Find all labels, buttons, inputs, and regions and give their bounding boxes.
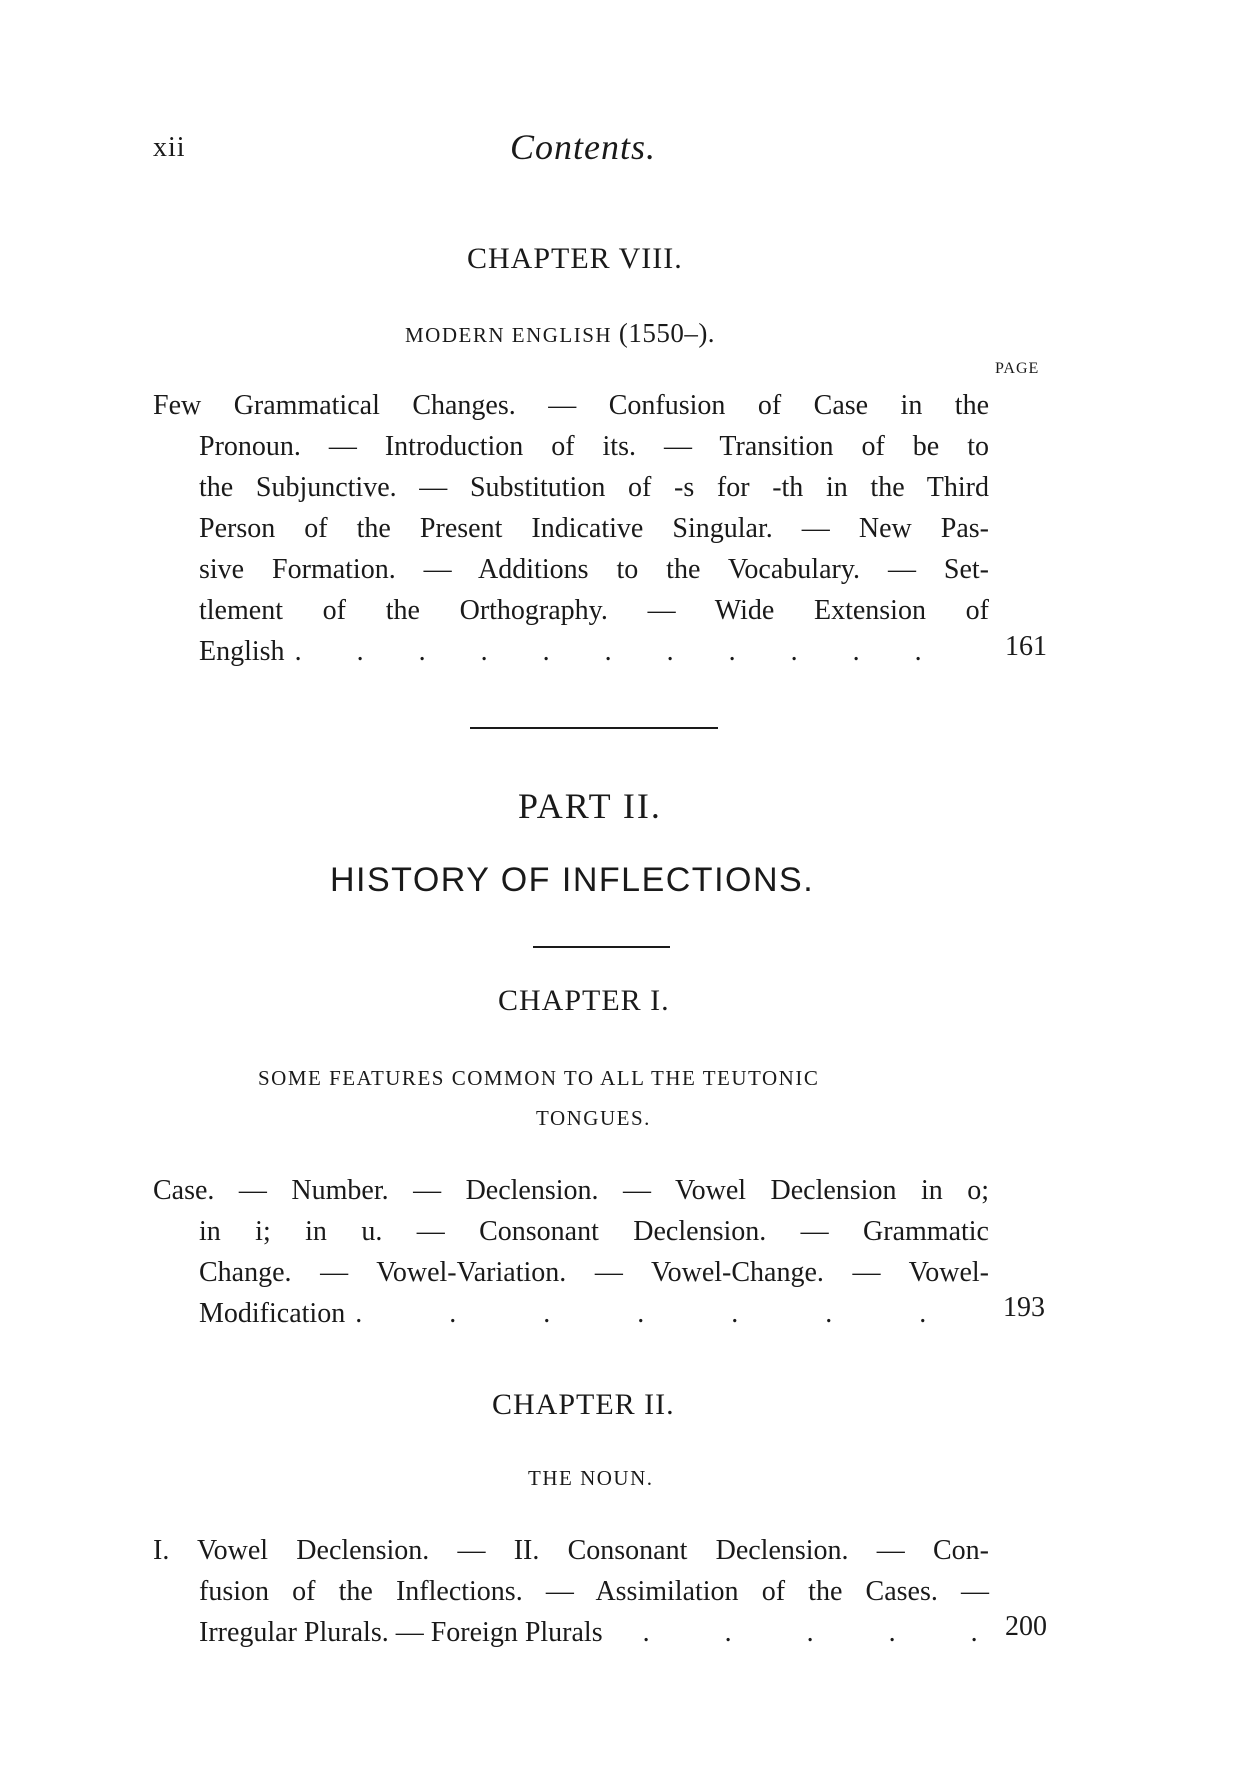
dot-leader: . . . . . . . xyxy=(355,1298,967,1329)
summary-line-final xyxy=(153,1293,989,1334)
summary-line: tlement of the Orthography. — Wide Extension of xyxy=(199,595,989,626)
chapter-ii-summary xyxy=(153,1530,1012,1653)
summary-line: in i; in u. — Consonant Declension. — Grammatic xyxy=(199,1216,989,1247)
summary-line: I. Vowel Declension. — II. Consonant Declension. — Con- xyxy=(153,1535,989,1566)
part-ii-heading: PART II. xyxy=(518,786,662,826)
chapter-ii-page-ref: 200 xyxy=(1005,1611,1047,1642)
summary-line-final xyxy=(153,1612,1012,1653)
summary-line: Few Grammatical Changes. — Confusion of Case in the xyxy=(153,390,989,421)
summary-line: Case. — Number. — Declension. — Vowel Declension in o; xyxy=(153,1175,989,1206)
dot-leader: . . . . . . . . . . . xyxy=(294,636,946,667)
page-column-label: PAGE xyxy=(995,360,1040,377)
chapter-i-heading: CHAPTER I. xyxy=(498,984,670,1017)
chapter-i-subtitle-cont: TONGUES. xyxy=(536,1106,651,1130)
chapter-i-summary xyxy=(153,1170,989,1334)
summary-line-text: Irregular Plurals. — Foreign Plurals xyxy=(199,1617,603,1648)
chapter-viii-subtitle-text: MODERN ENGLISH xyxy=(405,323,613,347)
summary-line: the Subjunctive. — Substitution of -s for -th in the Third xyxy=(199,472,989,503)
summary-line-text: Modification xyxy=(199,1298,346,1329)
summary-line: Pronoun. — Introduction of its. — Transition of be to xyxy=(199,431,989,462)
page-number: xii xyxy=(153,132,186,163)
chapter-viii-year: (1550–). xyxy=(618,318,716,348)
section-divider xyxy=(470,727,718,729)
summary-line: Change. — Vowel-Variation. — Vowel-Change. — Vowel- xyxy=(199,1257,989,1288)
chapter-i-subtitle: SOME FEATURES COMMON TO ALL THE TEUTONIC xyxy=(258,1066,820,1090)
chapter-ii-subtitle: THE NOUN. xyxy=(528,1466,654,1490)
running-title: Contents. xyxy=(510,127,657,167)
dot-leader: . . . . . xyxy=(642,1617,1012,1648)
title-divider xyxy=(533,946,670,948)
chapter-viii-page-ref: 161 xyxy=(1005,631,1047,662)
chapter-viii-subtitle xyxy=(405,318,715,349)
chapter-i-page-ref: 193 xyxy=(1003,1292,1045,1323)
chapter-ii-heading: CHAPTER II. xyxy=(492,1388,675,1421)
summary-line: fusion of the Inflections. — Assimilation of the Cases. — xyxy=(199,1576,989,1607)
chapter-viii-heading: CHAPTER VIII. xyxy=(467,242,683,275)
summary-line-final xyxy=(153,631,989,672)
chapter-viii-summary xyxy=(153,385,989,672)
summary-line-text: English xyxy=(199,636,285,667)
summary-line: sive Formation. — Additions to the Vocabulary. — Set- xyxy=(199,554,989,585)
part-ii-title: HISTORY OF INFLECTIONS. xyxy=(330,861,815,899)
summary-line: Person of the Present Indicative Singular. — New Pas- xyxy=(199,513,989,544)
